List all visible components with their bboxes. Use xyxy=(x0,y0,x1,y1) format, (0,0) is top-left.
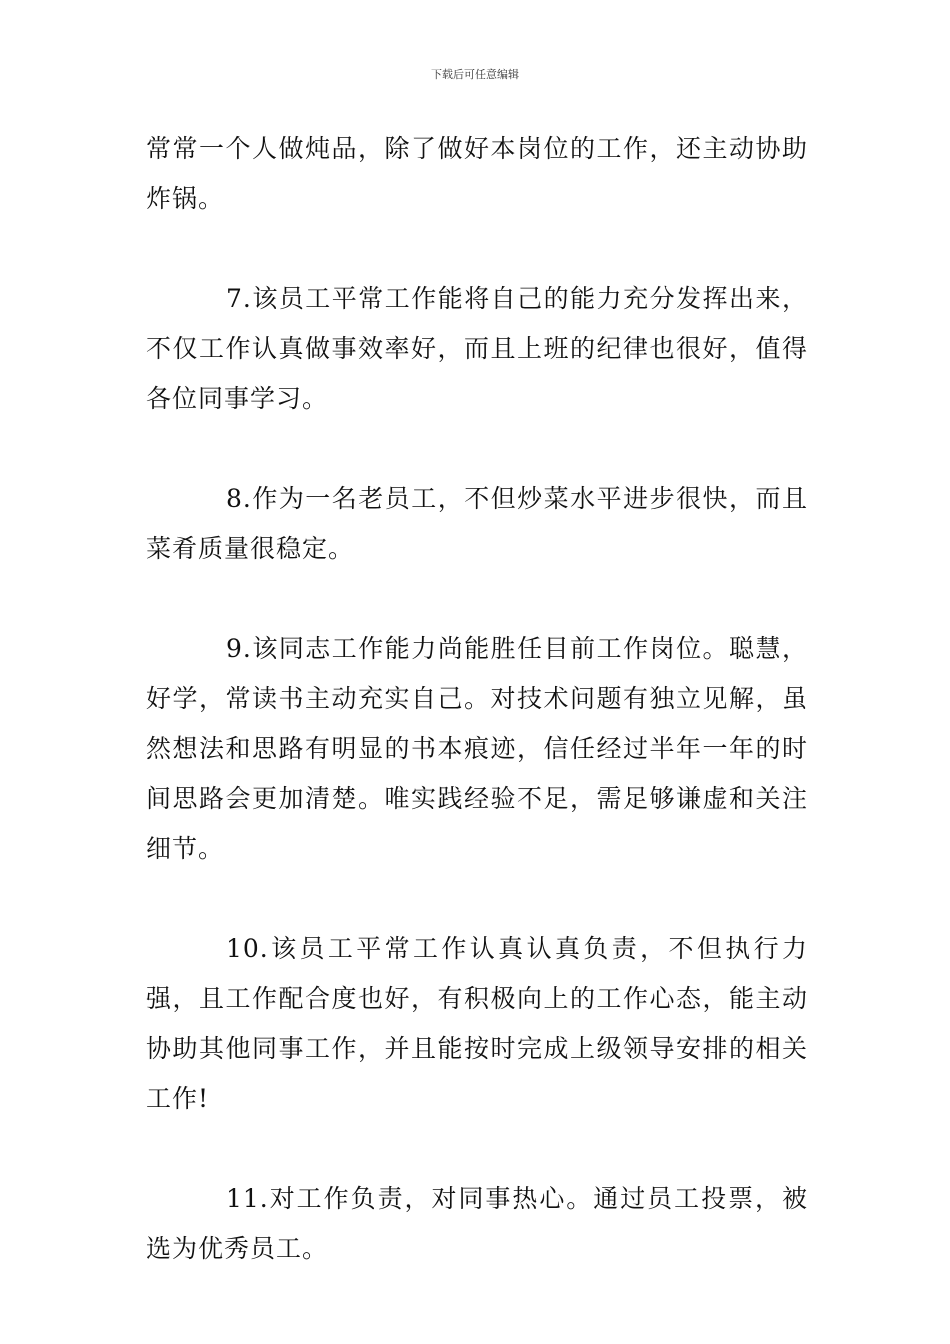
paragraph-item-11: 11.对工作负责，对同事热心。通过员工投票，被选为优秀员工。 xyxy=(146,1184,808,1263)
page-header: 下载后可任意编辑 xyxy=(431,68,519,81)
paragraph-item-10: 10.该员工平常工作认真认真负责，不但执行力强，且工作配合度也好，有积极向上的工作心态，能主动协助其他同事工作，并且能按时完成上级领导安排的相关工作! xyxy=(146,934,808,1113)
paragraph-item-7: 7.该员工平常工作能将自己的能力充分发挥出来，不仅工作认真做事效率好，而且上班的纪律也很好，值得各位同事学习。 xyxy=(146,284,808,413)
paragraph-item-9: 9.该同志工作能力尚能胜任目前工作岗位。聪慧，好学，常读书主动充实自己。对技术问题有独立见解，虽然想法和思路有明显的书本痕迹，信任经过半年一年的时间思路会更加清楚。唯实践经验不足，需足够谦虚和关注细节。 xyxy=(146,634,808,863)
paragraph-continuation: 常常一个人做炖品，除了做好本岗位的工作，还主动协助炸锅。 xyxy=(146,134,808,213)
paragraph-item-8: 8.作为一名老员工，不但炒菜水平进步很快，而且菜肴质量很稳定。 xyxy=(146,484,808,563)
document-body xyxy=(146,124,808,1274)
